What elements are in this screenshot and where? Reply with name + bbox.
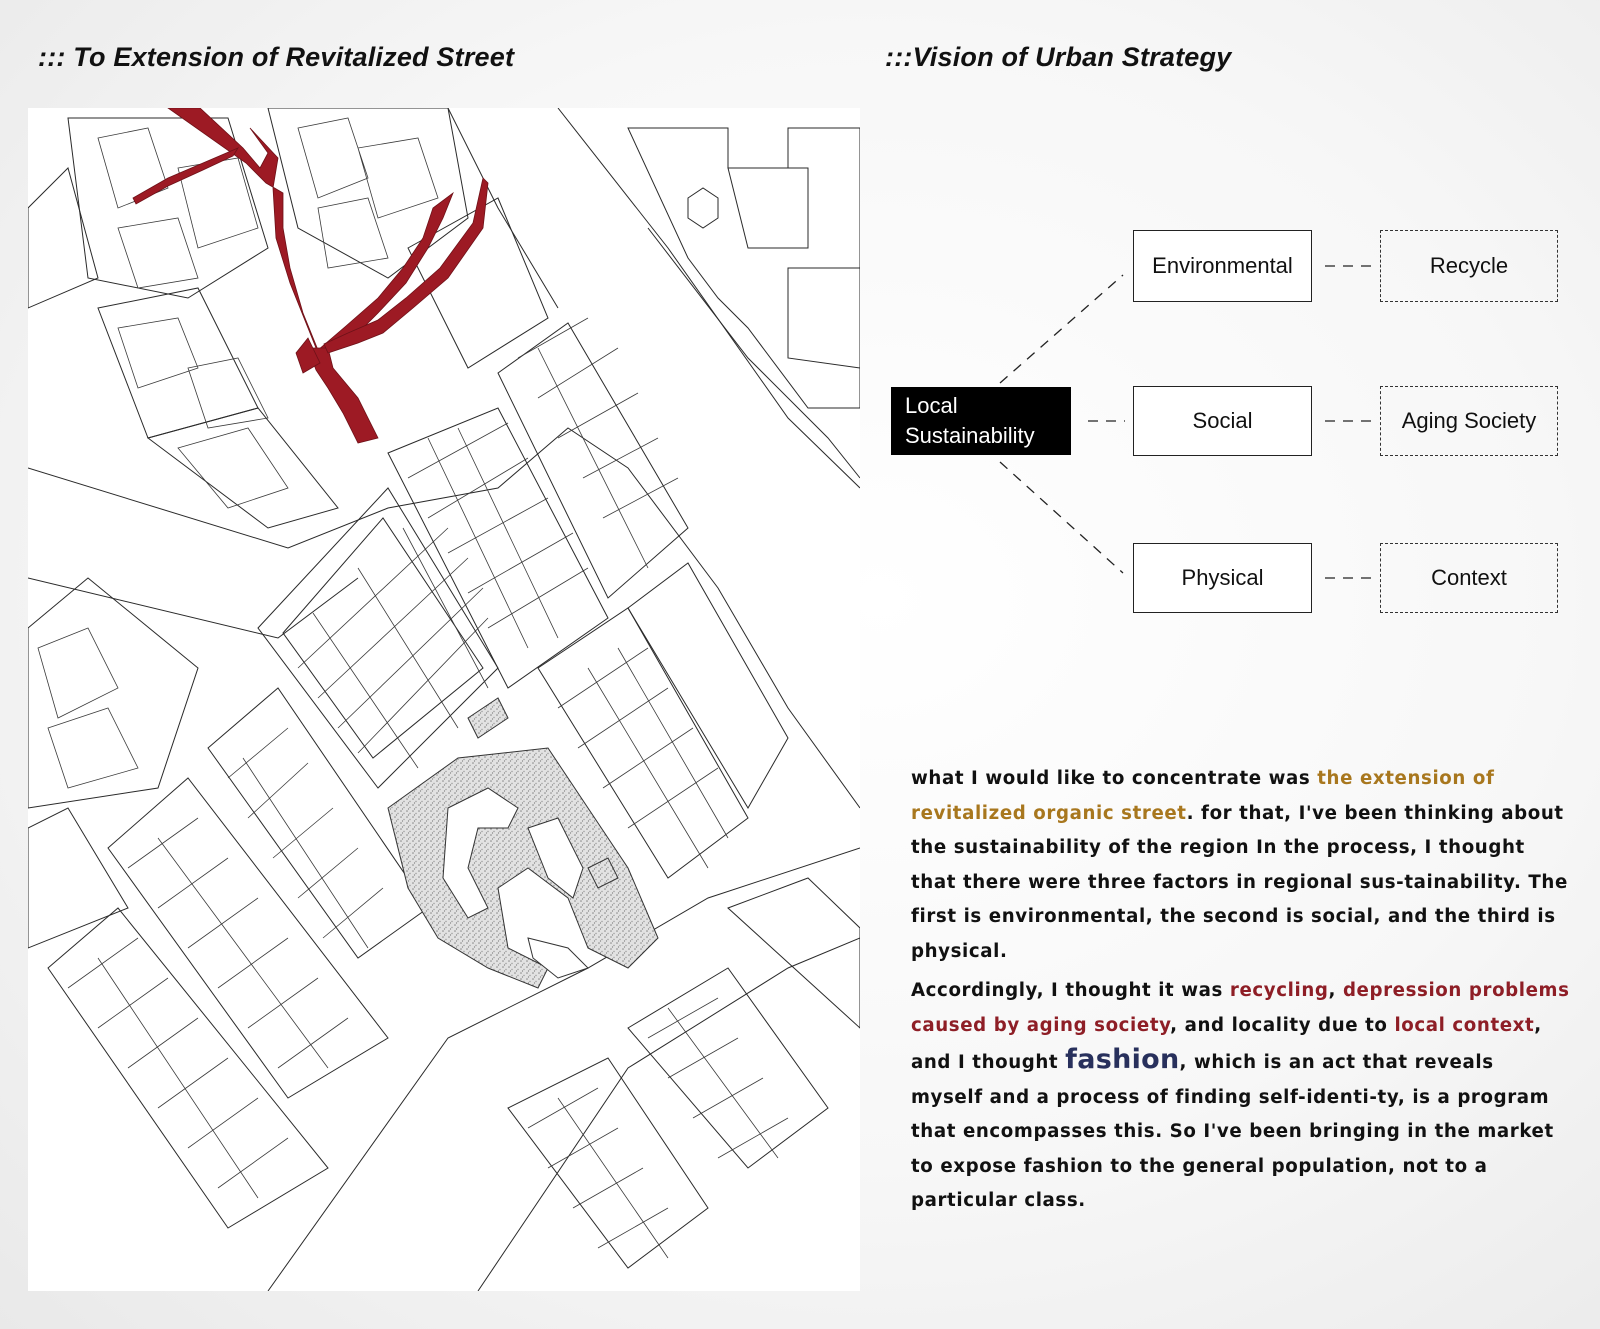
text-run: what I would like to concentrate was bbox=[911, 768, 1318, 789]
social-node bbox=[1133, 386, 1312, 456]
connector-line bbox=[1000, 275, 1123, 383]
diagram-heading: :::Vision of Urban Strategy bbox=[885, 42, 1232, 72]
text-run: Accordingly, I thought it was bbox=[911, 980, 1230, 1001]
text-run: . for that, I've been thinking about the sustainability of the region In the process, I thought that there were three factors in regional sus-tainability. The first is environmental, the second is social, and the third is physical. bbox=[911, 802, 1568, 962]
text-run: , and I thought bbox=[911, 1014, 1542, 1073]
aging-society-label: Aging Society bbox=[1401, 408, 1537, 433]
text-run: , bbox=[1328, 980, 1343, 1001]
context-label: Context bbox=[1431, 565, 1507, 590]
description-text bbox=[911, 762, 1571, 1219]
map-heading: ::: To Extension of Revitalized Street bbox=[38, 42, 515, 72]
highlight-aging-society: depression problems caused by aging society bbox=[911, 980, 1570, 1036]
highlight-local-context: local context bbox=[1394, 1014, 1535, 1036]
description-paragraph-1 bbox=[911, 762, 1571, 969]
local-sustainability-node bbox=[891, 387, 1071, 455]
text-run: , and locality due to bbox=[1170, 1014, 1395, 1036]
physical-node bbox=[1133, 543, 1312, 613]
environmental-label: Environmental bbox=[1152, 253, 1293, 278]
social-label: Social bbox=[1192, 408, 1253, 433]
highlight-fashion: fashion bbox=[1065, 1044, 1180, 1075]
highlight-extension: the extension of revitalized organic street bbox=[911, 768, 1495, 824]
connector-line bbox=[1000, 462, 1123, 573]
text-run: , which is an act that reveals myself and a process of finding self-identi-ty, is a program that encompasses this. So I've been bringing in the market to expose fashion to the general population, not to a particular class. bbox=[911, 1052, 1554, 1211]
local-sustainability-label: Local Sustainability bbox=[905, 393, 1035, 448]
description-paragraph-2 bbox=[911, 974, 1571, 1219]
recycle-label: Recycle bbox=[1429, 253, 1509, 278]
highlight-recycling: recycling bbox=[1229, 980, 1329, 1001]
recycle-node bbox=[1380, 230, 1558, 302]
physical-label: Physical bbox=[1181, 565, 1264, 590]
environmental-node bbox=[1133, 230, 1312, 302]
aging-society-node bbox=[1380, 386, 1558, 456]
context-node bbox=[1380, 543, 1558, 613]
